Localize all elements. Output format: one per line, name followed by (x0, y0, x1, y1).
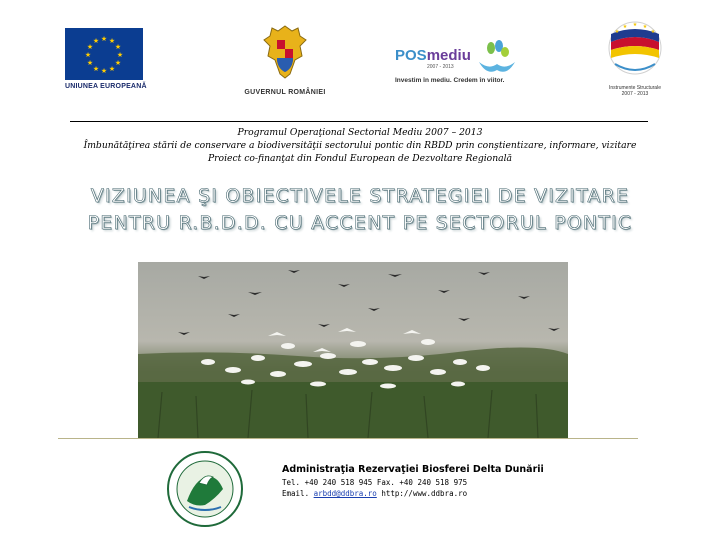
svg-text:★: ★ (86, 43, 94, 51)
hands-leaves-icon (475, 40, 517, 76)
header-divider (70, 121, 648, 122)
eu-caption: UNIUNEA EUROPEANĂ (65, 83, 147, 90)
svg-text:★: ★ (116, 51, 124, 59)
pos-mediu-logo (395, 40, 530, 92)
gov-logo (240, 22, 330, 94)
svg-text:★: ★ (622, 24, 628, 30)
email-label: Email. (282, 489, 310, 498)
intro-line-2: Îmbunătăţirea stării de conservare a biodiversităţii sectorului pontic din RBDD prin conştientizare, informare, vizitare (83, 140, 637, 151)
instrumente-structurale-logo (600, 18, 670, 108)
email-web-line (282, 489, 544, 498)
eu-logo (65, 28, 147, 92)
birds-photo (138, 262, 568, 438)
svg-text:★: ★ (84, 51, 92, 59)
pos-mediu-name: POSmediu (395, 46, 471, 64)
website-link[interactable]: http://www.ddbra.ro (381, 489, 468, 498)
pos-mediu-years: 2007 - 2013 (427, 63, 454, 70)
is-caption-1: Instrumente Structurale (609, 85, 661, 91)
eu-flag-icon (65, 28, 143, 80)
svg-text:★: ★ (92, 65, 100, 73)
contact-block (282, 464, 544, 498)
program-intro (60, 126, 660, 165)
svg-text:★: ★ (86, 59, 94, 67)
svg-text:★: ★ (100, 35, 108, 43)
romania-coat-of-arms-icon (262, 22, 308, 82)
svg-text:★: ★ (108, 65, 116, 73)
structural-instruments-emblem-icon (605, 18, 665, 80)
gov-caption: GUVERNUL ROMÂNIEI (244, 89, 326, 96)
svg-text:★: ★ (114, 43, 122, 51)
organization-name: Administraţia Rezervaţiei Biosferei Delta Dunării (282, 464, 544, 475)
svg-text:★: ★ (92, 37, 100, 45)
svg-text:★: ★ (108, 37, 116, 45)
svg-text:★: ★ (642, 24, 648, 30)
title-line-2: PENTRU R.B.D.D. CU ACCENT PE SECTORUL PONTIC (87, 212, 633, 234)
footer-divider (58, 438, 638, 439)
phone-fax: Tel. +40 240 518 945 Fax. +40 240 518 975 (282, 478, 468, 487)
page-title (0, 183, 720, 237)
arbdd-logo (165, 449, 245, 529)
is-caption-2: 2007 - 2013 (621, 91, 649, 97)
title-line-1: VIZIUNEA ŞI OBIECTIVELE STRATEGIEI DE VIZITARE (90, 185, 630, 207)
intro-line-1: Programul Operaţional Sectorial Mediu 2007 – 2013 (237, 127, 483, 138)
pos-mediu-slogan: Investim în mediu. Credem în viitor. (395, 77, 505, 84)
svg-text:★: ★ (614, 29, 620, 35)
svg-text:★: ★ (100, 67, 108, 75)
svg-text:★: ★ (632, 22, 638, 28)
svg-text:★: ★ (650, 29, 656, 35)
svg-text:★: ★ (114, 59, 122, 67)
email-link[interactable]: arbdd@ddbra.ro (313, 489, 377, 498)
intro-line-3: Proiect co-finanţat din Fondul European de Dezvoltare Regională (207, 153, 513, 164)
